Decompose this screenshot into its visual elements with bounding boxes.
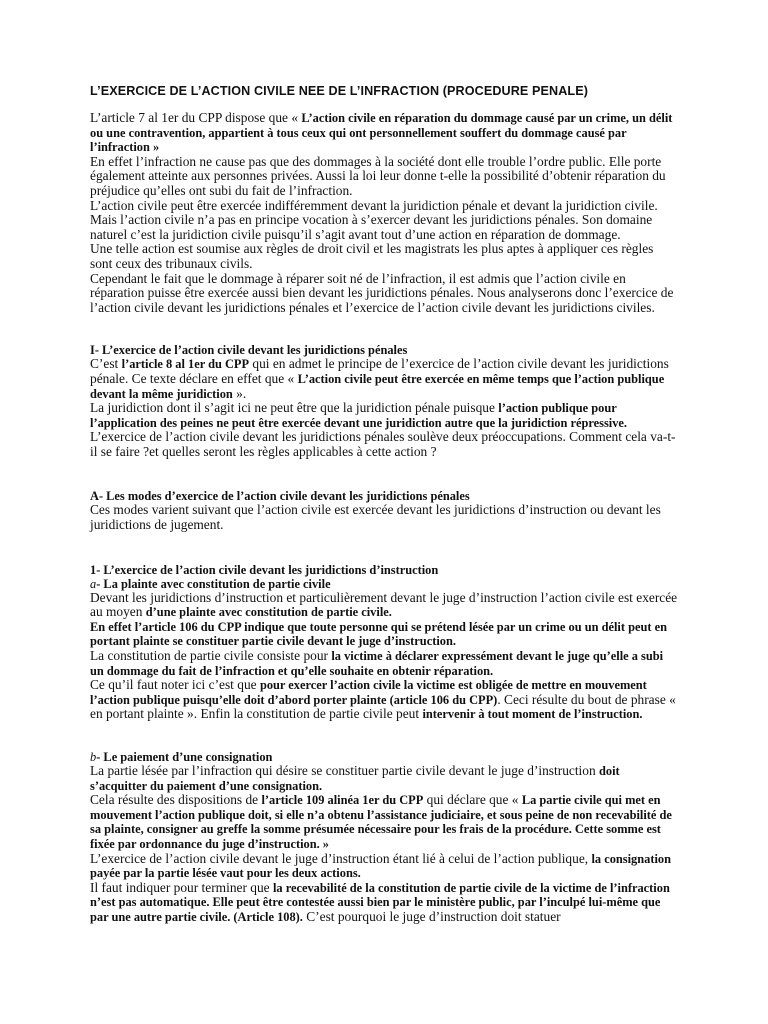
bold-run: L’action civile peut être exercée en même temps que l’action publique devant la même juridiction: [90, 371, 665, 401]
spacer: [90, 722, 678, 750]
section-A-heading: A- Les modes d’exercice de l’action civile devant les juridictions pénales: [90, 489, 470, 504]
section-I-paragraph-3: L’exercice de l’action civile devant les juridictions pénales soulève deux préoccupations. Comment cela va-t-il se faire ?et quelles seront les règles applicables à cette action ?: [90, 429, 676, 459]
intro-paragraph-5: Cependant le fait que le dommage à réparer soit né de l’infraction, il est admis que l’action civile en réparation puisse être exercée aussi bien devant les juridictions pénales. Nous analyserons donc l’exercice de l’action civile devant les juridictions pénales et l’exercice de l’action civile devant les juridictions civiles.: [90, 270, 674, 315]
section-1-paragraph-7: [90, 852, 678, 881]
text-run: C’est pourquoi le juge d’instruction doit statuer: [302, 908, 561, 924]
section-1-paragraph-5: [90, 764, 678, 793]
text-run: L’exercice de l’action civile devant le juge d’instruction étant lié à celui de l’action publique,: [90, 850, 592, 866]
subsection-b-heading: [90, 750, 678, 764]
section-1-paragraph-1: [90, 591, 678, 620]
document-title: L’EXERCICE DE L’ACTION CIVILE NEE DE L’INFRACTION (PROCEDURE PENALE): [90, 84, 588, 98]
bold-run: l’article 109 alinéa 1er du CPP: [261, 793, 424, 808]
document-page: [90, 84, 678, 925]
section-1-paragraph-6: [90, 793, 678, 851]
section-I-heading: I- L’exercice de l’action civile devant les juridictions pénales: [90, 343, 408, 358]
intro-p1-text: L’article 7 al 1er du CPP dispose que «: [90, 110, 302, 125]
text-run: . Ceci résulte du bout de phrase « en portant plainte ». Enfin la constitution de partie civile peut: [90, 691, 676, 722]
bold-run: la consignation payée par la partie lésée vaut pour les deux actions.: [90, 851, 671, 881]
text-run: La partie lésée par l’infraction qui désire se constituer partie civile devant le juge d’instruction: [90, 763, 600, 778]
section-I-paragraph-1: [90, 357, 678, 401]
text-run: La constitution de partie civile consiste pour: [90, 648, 332, 664]
section-1-paragraph-4: [90, 678, 678, 722]
section-1-paragraph-3: [90, 649, 678, 678]
section-I-paragraph-2: [90, 401, 678, 430]
section-1-paragraph-8: [90, 881, 678, 925]
bold-run: l’article 8 al 1er du CPP: [121, 357, 250, 372]
bold-run: intervenir à tout moment de l’instruction.: [422, 707, 643, 722]
spacer: [90, 315, 678, 343]
intro-paragraph-4: Une telle action est soumise aux règles de droit civil et les magistrats les plus aptes à appliquer ces règles sont ceux des tribunaux civils.: [90, 241, 654, 271]
text-run: ».: [232, 385, 247, 401]
subsection-letter: b: [90, 750, 97, 764]
text-run: Cela résulte des dispositions de: [90, 792, 262, 808]
section-A-paragraph-1: Ces modes varient suivant que l’action civile est exercée devant les juridictions d’instruction ou devant les juridictions de jugement.: [90, 502, 661, 533]
subsection-a-heading: [90, 577, 678, 591]
intro-paragraph-3: L’action civile peut être exercée indifféremment devant la juridiction pénale et devant la juridiction civile. Mais l’action civile n’a pas en principe vocation à s’exercer devant les juridictions pénales. Son domaine naturel c’est la juridiction civile puisqu’il s’agit avant tout d’une action en réparation de dommage.: [90, 197, 658, 242]
bold-run: pour exercer l’action civile la victime est obligée de mettre en mouvement l’action publique puisqu’elle doit d’abord porter plainte (article 106 du CPP): [90, 678, 647, 707]
text-run: C’est: [90, 356, 122, 372]
subsection-letter: a: [90, 576, 97, 591]
text-run: qui déclare que «: [423, 792, 522, 808]
intro-p1-quote: L’action civile en réparation du dommage causé par un crime, un délit ou une contravention, appartient à tous ceux qui ont personnellement souffert du dommage causé par l’infraction »: [90, 111, 673, 155]
text-run: Devant les juridictions d’instruction et particulièrement devant le juge d’instruction l’action civile est exercée au moyen: [90, 589, 678, 620]
bold-run: En effet l’article 106 du CPP indique que toute personne qui se prétend lésée par un crime ou un délit peut en portant plainte se constituer partie civile devant le juge d’instruction.: [90, 619, 667, 649]
text-run: La juridiction dont il s’agit ici ne peut être que la juridiction pénale puisque: [90, 400, 499, 416]
text-run: qui en admet le principe de l’exercice de l’action civile devant les juridictions pénale. Ce texte déclare en effet que «: [90, 356, 669, 386]
spacer: [90, 459, 678, 489]
spacer: [90, 533, 678, 563]
bold-run: La partie civile qui met en mouvement l’action publique doit, si elle n’a obtenu l’assistance judiciaire, et sous peine de non recevabilité de sa plainte, consigner au greffe la somme présumée nécessaire pour les frais de la procédure. Cette somme est fixée par ordonnance du juge d’instruction. »: [90, 793, 672, 851]
bold-run: la recevabilité de la constitution de partie civile de la victime de l’infraction n’est pas automatique. Elle peut être contestée aussi bien par le ministère public, par l’inculpé lui-même que par une autre partie civile. (Article 108).: [90, 880, 670, 924]
text-run: Ce qu’il faut noter ici c’est que: [90, 677, 260, 693]
intro-paragraph-1: [90, 111, 678, 155]
intro-paragraph-2: En effet l’infraction ne cause pas que des dommages à la société dont elle trouble l’ordre public. Elle porte également atteinte aux personnes privées. Aussi la loi leur donne t-elle la possibilité d’obtenir réparation du préjudice qu’elles ont subi du fait de l’infraction.: [90, 153, 666, 198]
bold-run: la victime à déclarer expressément devant le juge qu’elle a subi un dommage du fait de l’infraction et qu’elle souhaite en obtenir réparation.: [90, 649, 664, 678]
section-1-heading: 1- L’exercice de l’action civile devant les juridictions d’instruction: [90, 562, 439, 577]
bold-run: doit s’acquitter du paiement d’une consignation.: [90, 764, 620, 793]
bold-run: d’une plainte avec constitution de partie civile.: [145, 605, 392, 620]
section-1-paragraph-2: [90, 620, 678, 649]
subsection-title: - La plainte avec constitution de partie civile: [96, 576, 331, 591]
subsection-title: - Le paiement d’une consignation: [96, 750, 273, 764]
bold-run: l’action publique pour l’application des peines ne peut être exercée devant une juridiction autre que la juridiction répressive.: [90, 401, 628, 430]
text-run: Il faut indiquer pour terminer que: [90, 879, 273, 895]
